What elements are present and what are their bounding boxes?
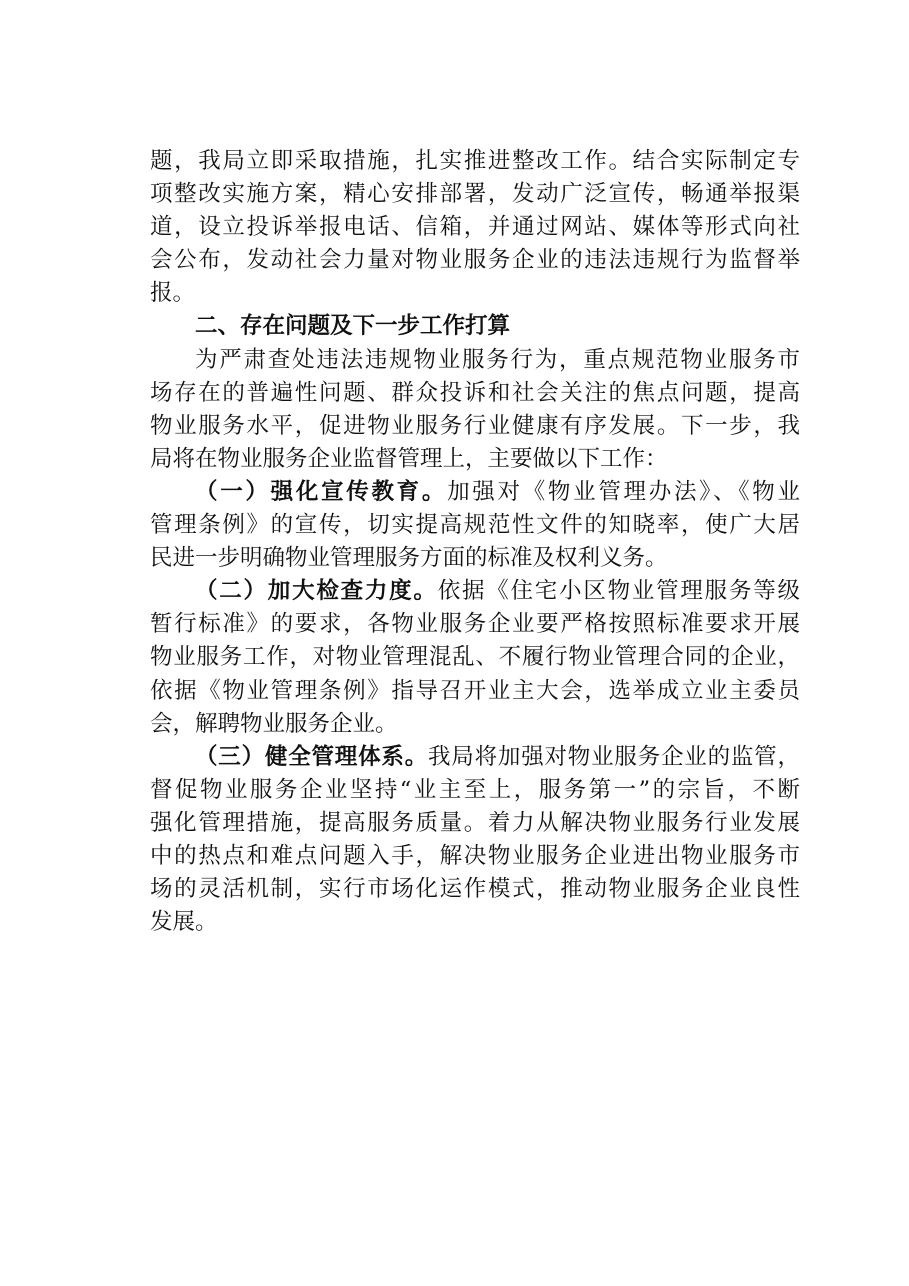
item-title: （三）健全管理体系。 <box>195 743 428 770</box>
item-first-line <box>150 741 800 774</box>
text-line: 会公布，发动社会力量对物业服务企业的违法违规行为监督举 <box>150 247 800 274</box>
text-line: 题，我局立即采取措施，扎实推进整改工作。结合实际制定专 <box>150 148 800 174</box>
text-line: 会，解聘物业服务企业。 <box>150 710 398 737</box>
text-line: 报。 <box>150 280 196 307</box>
text-line: 场存在的普遍性问题、群众投诉和社会关注的焦点问题，提高 <box>150 379 800 406</box>
document-body <box>150 145 800 939</box>
item-management-system <box>150 741 800 940</box>
text-line: 管理条例》的宣传，切实提高规范性文件的知晓率，使广大居 <box>150 512 800 539</box>
text-line: 暂行标准》的要求，各物业服务企业要严格按照标准要求开展 <box>150 611 800 638</box>
text-line: 中的热点和难点问题入手，解决物业服务企业进出物业服务市 <box>150 842 800 869</box>
item-title: （一）强化宣传教育。 <box>195 478 448 505</box>
text-line: 局将在物业服务企业监督管理上，主要做以下工作： <box>150 445 668 472</box>
section-heading: 二、存在问题及下一步工作打算 <box>195 313 511 340</box>
text-line: 项整改实施方案，精心安排部署，发动广泛宣传，畅通举报渠 <box>150 181 800 208</box>
item-first-line <box>150 476 800 509</box>
text-line: 民进一步明确物业管理服务方面的标准及权利义务。 <box>150 545 668 572</box>
text-line: 物业服务水平，促进物业服务行业健康有序发展。下一步，我 <box>150 412 800 439</box>
paragraph-continuation <box>150 145 800 310</box>
text-line: 为严肃查处违法违规物业服务行为，重点规范物业服务市 <box>195 346 800 373</box>
item-first-line <box>150 575 800 608</box>
text-line: 督促物业服务企业坚持“业主至上，服务第一”的宗旨，不断 <box>150 776 800 803</box>
paragraph-intro <box>150 344 800 476</box>
item-title: （二）加大检查力度。 <box>195 578 438 605</box>
item-inspection <box>150 575 800 740</box>
text-line: 发展。 <box>150 909 218 936</box>
item-text: 加强对《物业管理办法》、《物业 <box>447 478 800 505</box>
text-line: 道，设立投诉举报电话、信箱，并通过网站、媒体等形式向社 <box>150 214 800 241</box>
text-line: 依据《物业管理条例》指导召开业主大会，选举成立业主委员 <box>150 677 800 704</box>
text-line: 场的灵活机制，实行市场化运作模式，推动物业服务企业良性 <box>150 876 800 903</box>
item-publicity-education <box>150 476 800 575</box>
text-line: 强化管理措施，提高服务质量。着力从解决物业服务行业发展 <box>150 809 800 836</box>
text-line: 物业服务工作，对物业管理混乱、不履行物业管理合同的企业， <box>150 644 800 671</box>
item-text: 依据《住宅小区物业管理服务等级 <box>437 578 800 605</box>
item-text: 我局将加强对物业服务企业的监管， <box>428 743 800 770</box>
